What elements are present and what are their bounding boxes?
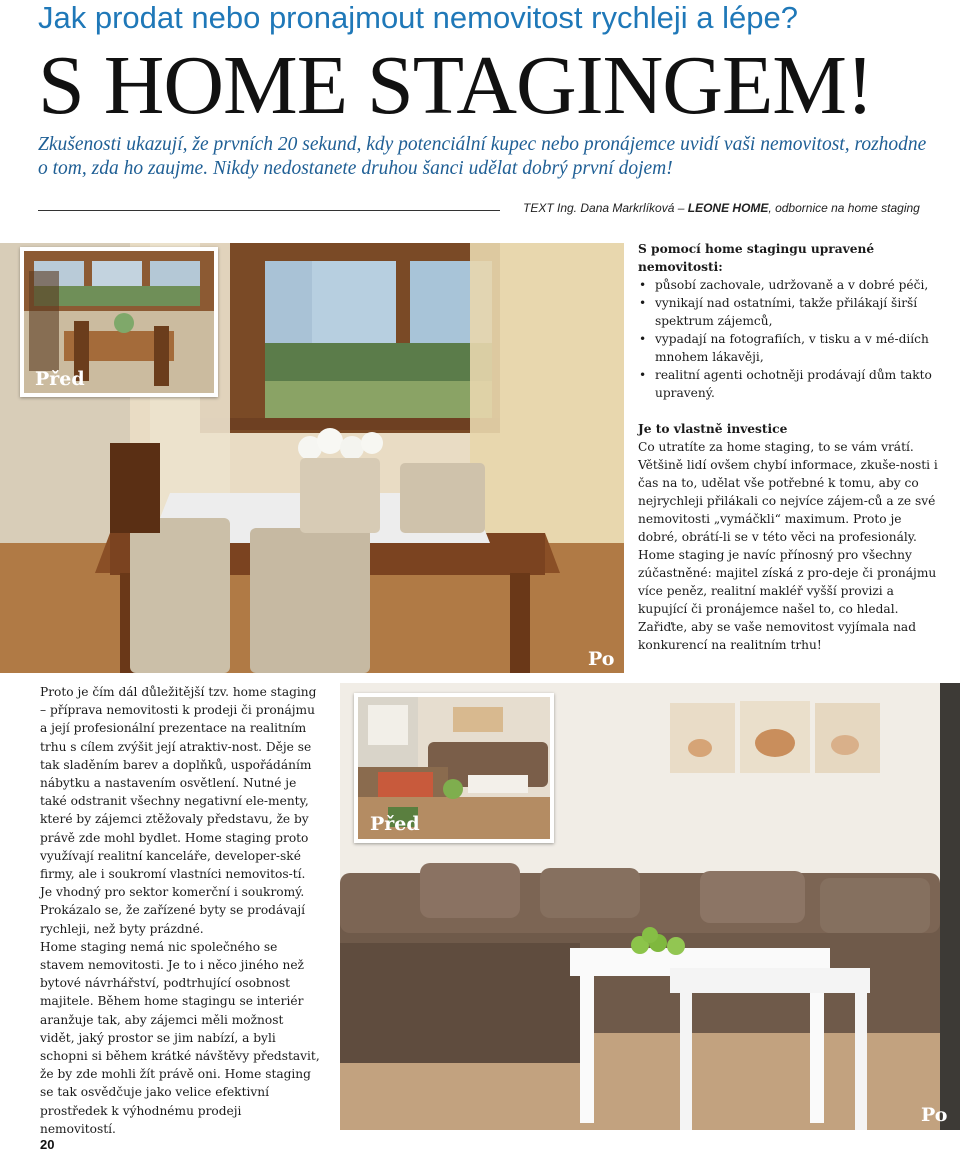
investment-heading: Je to vlastně investice (638, 422, 788, 436)
headline: Jak prodat nebo pronajmout nemovitost rychleji a lépe? (38, 0, 798, 35)
staging-paragraph: Proto je čím dál důležitější tzv. home staging – příprava nemovitosti k prodeji či pronájmu a její profesionální prezentace na realitním trhu s cílem zvýšit její atraktiv-nost. Děje se tak sladěním barev a doplňků, uspořádáním nábytku a nastavením osvětlení. Nutné je také odstranit všechny negativní ele-menty, které by zájemci ztěžovaly představu, že by právě zde mohl bydlet. Home staging proto využívají realitní kanceláře, developer-ské firmy, ale i soukromí vlastníci nemovitos-tí. Je vhodný pro sektor komerční i soukromý. Prokázalo se, že zařízené byty se prodávají rychleji, než byty prázdné. (40, 685, 317, 936)
page-number: 20 (40, 1137, 55, 1152)
staging-paragraph-2: Home staging nemá nic společného se stavem nemovitosti. Je to i něco jiného než bytové návrhářství, podtrhující osobnost majitele. Během home stagingu se interiér aranžuje tak, aby zájemci měli možnost vidět, jaký prostor se jim nabízí, a byli schopni si během krátké návštěvy představit, že by zde mohli žít právě oni. Home staging se tak osvědčuje jako velice efektivní prostředek k výhodnému prodeji nemovitostí. (40, 939, 320, 1136)
list-item: • působí zachovale, udržovaně a v dobré péči, (655, 276, 938, 294)
living-before-caption: Před (370, 813, 420, 835)
dining-after-caption: Po (588, 648, 615, 670)
byline (523, 201, 920, 215)
living-after-caption: Po (921, 1104, 948, 1126)
left-column (40, 683, 320, 1138)
benefits-list (638, 276, 938, 402)
byline-prefix: TEXT Ing. Dana Markrlíková – (523, 201, 688, 215)
benefits-heading: S pomocí home stagingu upravené nemovitosti: (638, 242, 875, 274)
page-title: S HOME STAGINGEM! (38, 39, 873, 132)
list-item: • realitní agenti ochotněji prodávají dům takto upravený. (655, 366, 938, 402)
right-column (638, 240, 938, 654)
byline-suffix: , odbornice na home staging (768, 201, 920, 215)
byline-rule (38, 210, 500, 211)
dining-before-caption: Před (35, 368, 85, 390)
list-item: • vypadají na fotografiích, v tisku a v mé-diích mnohem lákavěji, (655, 330, 938, 366)
intro-paragraph: Zkušenosti ukazují, že prvních 20 sekund, kdy potenciální kupec nebo pronájemce uvidí vaši nemovitost, rozhodne o tom, zda ho zaujme. Nikdy nedostanete druhou šanci udělat dobrý první dojem! (38, 134, 927, 179)
list-item: • vynikají nad ostatními, takže přilákají širší spektrum zájemců, (655, 294, 938, 330)
investment-paragraph: Co utratíte za home staging, to se vám vrátí. Většině lidí ovšem chybí informace, zkuše-nosti i čas na to, udělat vše potřebné k tomu, aby co nejrychleji přilákali co nejvíce zájem-ců a ze své nemovitosti „vymáčkli“ maximum. Proto je dobré, obrátí-li se v této věci na profesionály. Home staging je navíc přínosný pro všechny zúčastněné: majitel získá z pro-deje či pronájmu více peněz, realitní makléř vyšší provizi a kupující či pronájemce našel to, co hledal. Zařiďte, aby se vaše nemovitost vyjímala nad konkurencí na realitním trhu! (638, 440, 938, 652)
byline-brand: LEONE HOME (687, 201, 769, 215)
